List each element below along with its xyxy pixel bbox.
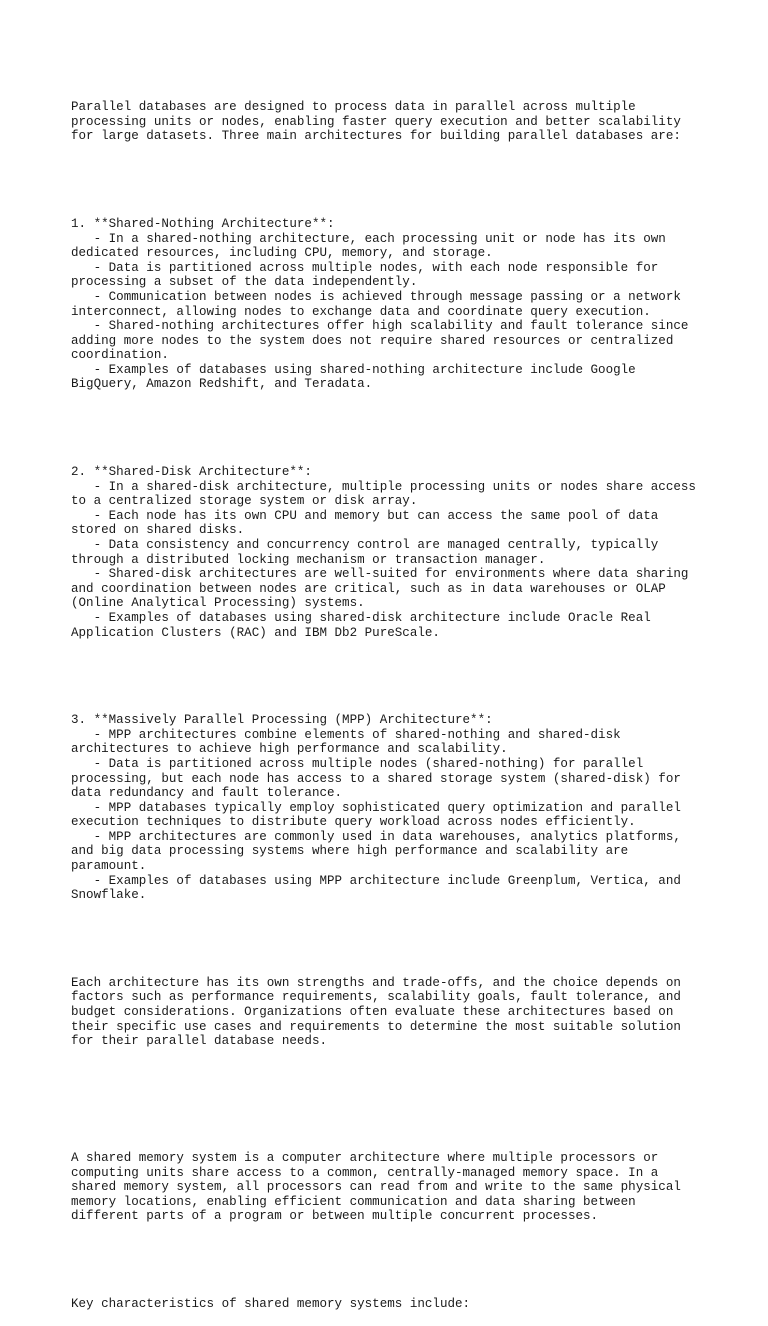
text-line: and big data processing systems where high performance and scalability are bbox=[71, 844, 629, 859]
text-line: - Data is partitioned across multiple nodes (shared-nothing) for parallel bbox=[71, 756, 644, 771]
shared-disk-section bbox=[71, 465, 711, 640]
text-line: - Examples of databases using shared-disk architecture include Oracle Real bbox=[71, 610, 651, 625]
text-line: Each architecture has its own strengths and trade-offs, and the choice depends on bbox=[71, 975, 681, 990]
text-line: computing units share access to a common, centrally-managed memory space. In a bbox=[71, 1165, 659, 1180]
text-line: factors such as performance requirements, scalability goals, fault tolerance, and bbox=[71, 990, 681, 1005]
text-line: their specific use cases and requirements to determine the most suitable solution bbox=[71, 1019, 681, 1034]
text-line: - Examples of databases using MPP architecture include Greenplum, Vertica, and bbox=[71, 873, 681, 888]
paragraph-spacer bbox=[71, 1253, 711, 1268]
shared-memory-paragraph bbox=[71, 1151, 711, 1224]
text-line: Snowflake. bbox=[71, 888, 147, 903]
text-line: - Communication between nodes is achieved through message passing or a network bbox=[71, 289, 681, 304]
section-spacer bbox=[71, 1078, 711, 1122]
text-line: processing units or nodes, enabling faster query execution and better scalability bbox=[71, 114, 681, 129]
document-page bbox=[71, 71, 711, 1326]
text-line: data redundancy and fault tolerance. bbox=[71, 786, 343, 801]
text-line: 2. **Shared-Disk Architecture**: bbox=[71, 465, 312, 480]
text-line: shared memory system, all processors can read from and write to the same physical bbox=[71, 1180, 681, 1195]
paragraph-spacer bbox=[71, 421, 711, 436]
text-line: - In a shared-disk architecture, multiple processing units or nodes share access bbox=[71, 479, 696, 494]
text-line: - Each node has its own CPU and memory but can access the same pool of data bbox=[71, 508, 659, 523]
text-line: architectures to achieve high performance and scalability. bbox=[71, 742, 508, 757]
paragraph-spacer bbox=[71, 669, 711, 684]
text-line: adding more nodes to the system does not require shared resources or centralized bbox=[71, 333, 674, 348]
text-line: BigQuery, Amazon Redshift, and Teradata. bbox=[71, 377, 373, 392]
text-line: different parts of a program or between multiple concurrent processes. bbox=[71, 1209, 599, 1224]
text-line: Application Clusters (RAC) and IBM Db2 PureScale. bbox=[71, 625, 440, 640]
text-line: processing a subset of the data independently. bbox=[71, 275, 418, 290]
text-line: - Shared-disk architectures are well-suited for environments where data sharing bbox=[71, 567, 689, 582]
text-line: interconnect, allowing nodes to exchange data and coordinate query execution. bbox=[71, 304, 651, 319]
text-line: stored on shared disks. bbox=[71, 523, 245, 538]
intro-paragraph bbox=[71, 100, 711, 144]
text-line: - Examples of databases using shared-nothing architecture include Google bbox=[71, 362, 636, 377]
paragraph-spacer bbox=[71, 932, 711, 947]
text-line: 3. **Massively Parallel Processing (MPP) Architecture**: bbox=[71, 713, 493, 728]
text-line: - Data is partitioned across multiple nodes, with each node responsible for bbox=[71, 260, 659, 275]
text-line: for their parallel database needs. bbox=[71, 1034, 327, 1049]
text-line: - In a shared-nothing architecture, each processing unit or node has its own bbox=[71, 231, 666, 246]
text-line: - MPP architectures combine elements of shared-nothing and shared-disk bbox=[71, 727, 621, 742]
key-characteristics-heading bbox=[71, 1297, 711, 1312]
paragraph-spacer bbox=[71, 173, 711, 188]
text-line: - Shared-nothing architectures offer high scalability and fault tolerance since bbox=[71, 319, 689, 334]
text-line: (Online Analytical Processing) systems. bbox=[71, 596, 365, 611]
conclusion-paragraph bbox=[71, 976, 711, 1049]
text-line: memory locations, enabling efficient communication and data sharing between bbox=[71, 1194, 636, 1209]
text-line: - MPP architectures are commonly used in data warehouses, analytics platforms, bbox=[71, 829, 681, 844]
text-line: budget considerations. Organizations often evaluate these architectures based on bbox=[71, 1005, 674, 1019]
text-line: paramount. bbox=[71, 859, 147, 874]
text-line: - Data consistency and concurrency control are managed centrally, typically bbox=[71, 538, 659, 552]
shared-nothing-section bbox=[71, 217, 711, 392]
text-line: dedicated resources, including CPU, memory, and storage. bbox=[71, 246, 493, 261]
text-line: processing, but each node has access to a shared storage system (shared-disk) for bbox=[71, 771, 681, 786]
text-line: through a distributed locking mechanism or transaction manager. bbox=[71, 552, 546, 567]
mpp-section bbox=[71, 713, 711, 903]
text-line: 1. **Shared-Nothing Architecture**: bbox=[71, 216, 335, 231]
text-line: coordination. bbox=[71, 348, 169, 363]
text-line: execution techniques to distribute query workload across nodes efficiently. bbox=[71, 815, 636, 830]
text-line: to a centralized storage system or disk array. bbox=[71, 494, 418, 509]
text-line: A shared memory system is a computer architecture where multiple processors or bbox=[71, 1150, 659, 1165]
text-line: Parallel databases are designed to process data in parallel across multiple bbox=[71, 100, 636, 115]
text-line: and coordination between nodes are critical, such as in data warehouses or OLAP bbox=[71, 581, 666, 596]
text-line: for large datasets. Three main architectures for building parallel databases are: bbox=[71, 129, 681, 144]
text-line: Key characteristics of shared memory systems include: bbox=[71, 1296, 471, 1311]
text-line: - MPP databases typically employ sophisticated query optimization and parallel bbox=[71, 800, 681, 815]
